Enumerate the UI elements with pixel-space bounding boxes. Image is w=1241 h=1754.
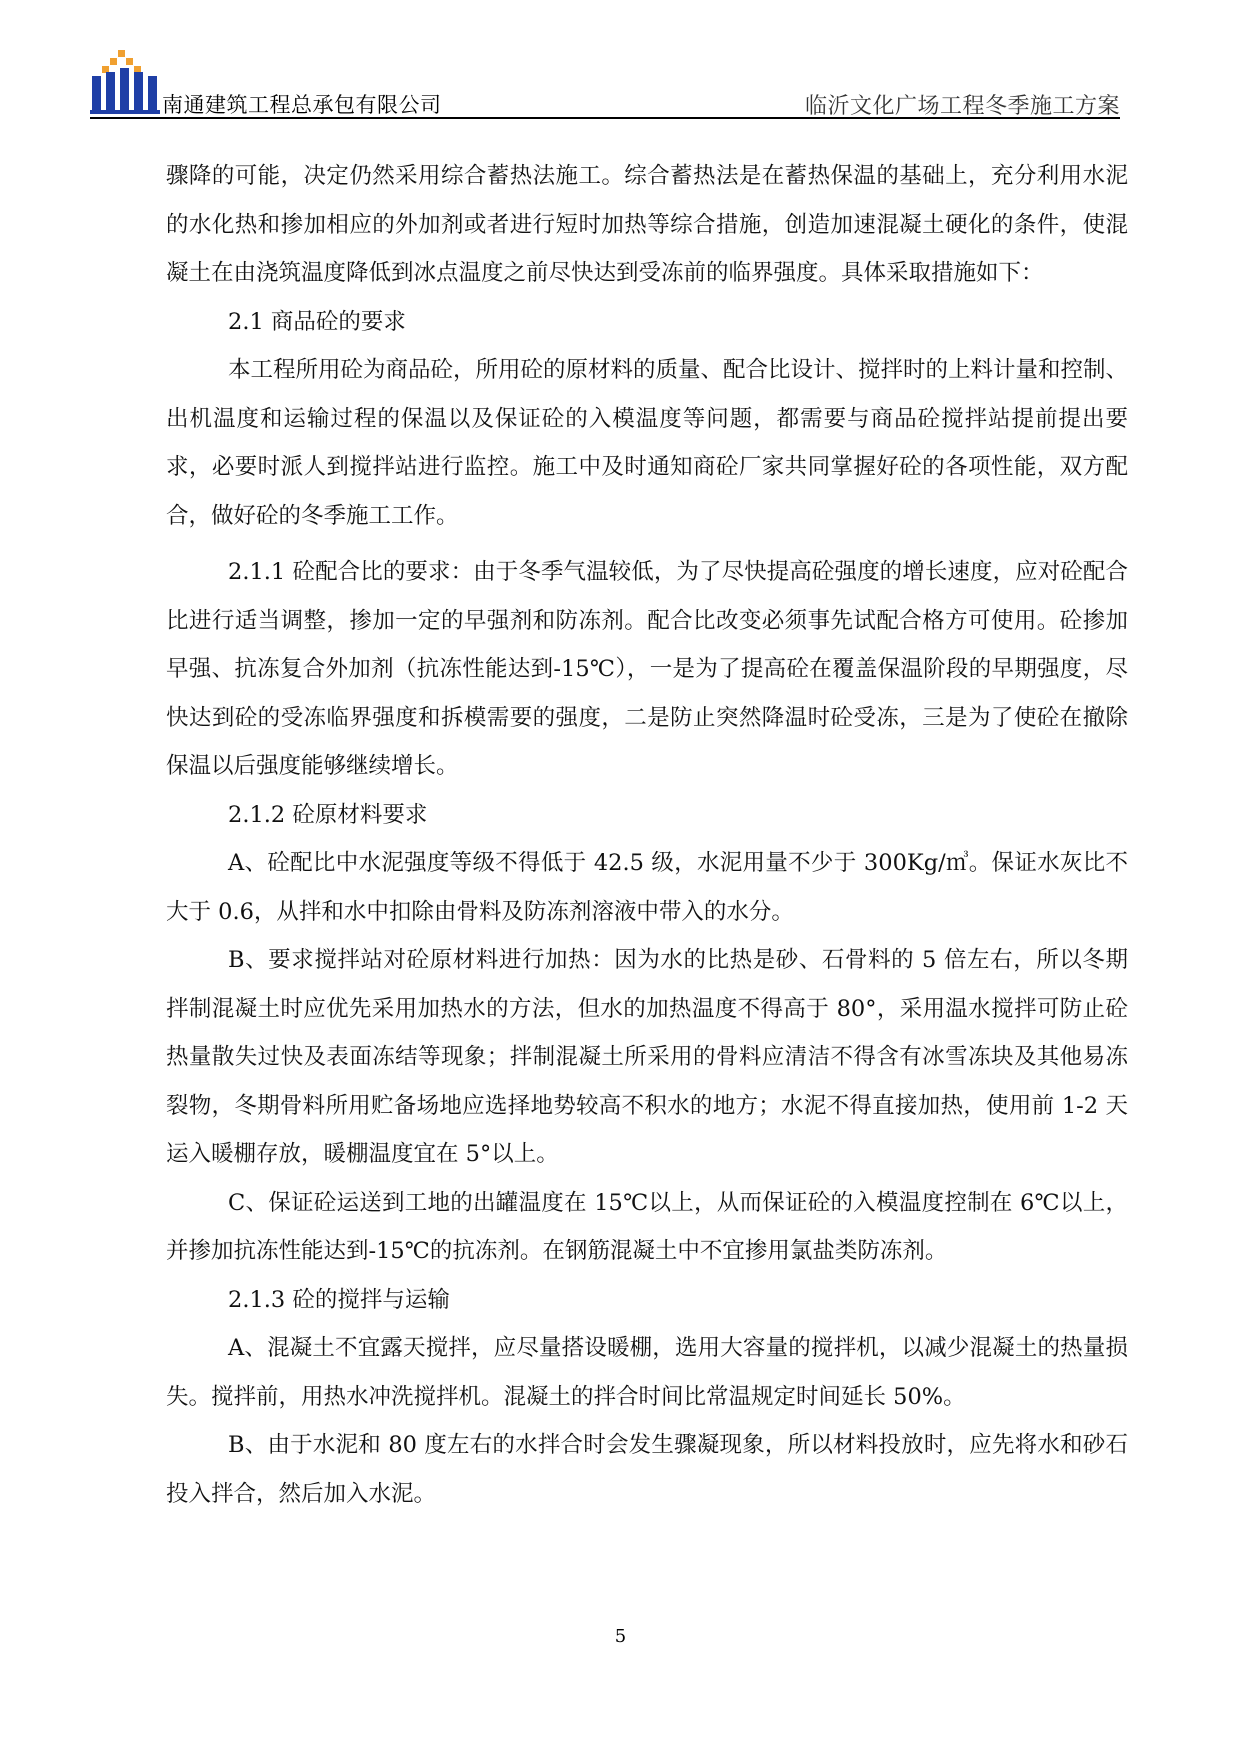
paragraph-2-1-2-a: A、砼配比中水泥强度等级不得低于 42.5 级，水泥用量不少于 300Kg/㎥。保证水灰比不大于 0.6，从拌和水中扣除由骨料及防冻剂溶液中带入的水分。 [166,850,1128,925]
paragraph-2-1-3-a: A、混凝土不宜露天搅拌，应尽量搭设暖棚，选用大容量的搅拌机，以减少混凝土的热量损失。搅拌前，用热水冲洗搅拌机。混凝土的拌合时间比常温规定时间延长 50%。 [166,1335,1128,1410]
page-header [90,40,1120,120]
paragraph-2-1-1: 2.1.1 砼配合比的要求：由于冬季气温较低，为了尽快提高砼强度的增长速度，应对砼配合比进行适当调整，掺加一定的早强剂和防冻剂。配合比改变必须事先试配合格方可使用。砼掺加早强、抗冻复合外加剂（抗冻性能达到-15℃），一是为了提高砼在覆盖保温阶段的早期强度，尽快达到砼的受冻临界强度和拆模需要的强度，二是防止突然降温时砼受冻，三是为了使砼在撤除保温以后强度能够继续增长。 [166,559,1128,779]
document-title: 临沂文化广场工程冬季施工方案 [804,94,1120,119]
paragraph-2-1-3-b: B、由于水泥和 80 度左右的水拌合时会发生骤凝现象，所以材料投放时，应先将水和砂石投入拌合，然后加入水泥。 [166,1432,1128,1507]
company-name: 南通建筑工程总承包有限公司 [162,93,442,117]
page-number: 5 [614,1626,627,1647]
document-body [166,152,1128,1518]
section-heading-2-1-3: 2.1.3 砼的搅拌与运输 [228,1286,450,1313]
section-heading-2-1: 2.1 商品砼的要求 [228,308,406,335]
header-divider [90,117,1120,119]
paragraph-2-1-2-b: B、要求搅拌站对砼原材料进行加热：因为水的比热是砂、石骨料的 5 倍左右，所以冬期拌制混凝土时应优先采用加热水的方法，但水的加热温度不得高于 80°，采用温水搅拌可防止砼热量散失过快及表面冻结等现象；拌制混凝土所采用的骨料应清洁不得含有冰雪冻块及其他易冻裂物，冬期骨料所用贮备场地应选择地势较高不积水的地方；水泥不得直接加热，使用前 1-2 天运入暖棚存放，暖棚温度宜在 5°以上。 [166,947,1128,1167]
paragraph-2-1-2-c: C、保证砼运送到工地的出罐温度在 15℃以上，从而保证砼的入模温度控制在 6℃以上，并掺加抗冻性能达到-15℃的抗冻剂。在钢筋混凝土中不宜掺用氯盐类防冻剂。 [166,1189,1128,1264]
company-logo-icon [90,50,160,114]
paragraph-2-1: 本工程所用砼为商品砼，所用砼的原材料的质量、配合比设计、搅拌时的上料计量和控制、出机温度和运输过程的保温以及保证砼的入模温度等问题，都需要与商品砼搅拌站提前提出要求，必要时派人到搅拌站进行监控。施工中及时通知商砼厂家共同掌握好砼的各项性能，双方配合，做好砼的冬季施工工作。 [166,357,1129,529]
section-heading-2-1-2: 2.1.2 砼原材料要求 [228,801,428,828]
paragraph-intro: 骤降的可能，决定仍然采用综合蓄热法施工。综合蓄热法是在蓄热保温的基础上，充分利用水泥的水化热和掺加相应的外加剂或者进行短时加热等综合措施，创造加速混凝土硬化的条件，使混凝土在由浇筑温度降低到冰点温度之前尽快达到受冻前的临界强度。具体采取措施如下： [166,163,1128,286]
